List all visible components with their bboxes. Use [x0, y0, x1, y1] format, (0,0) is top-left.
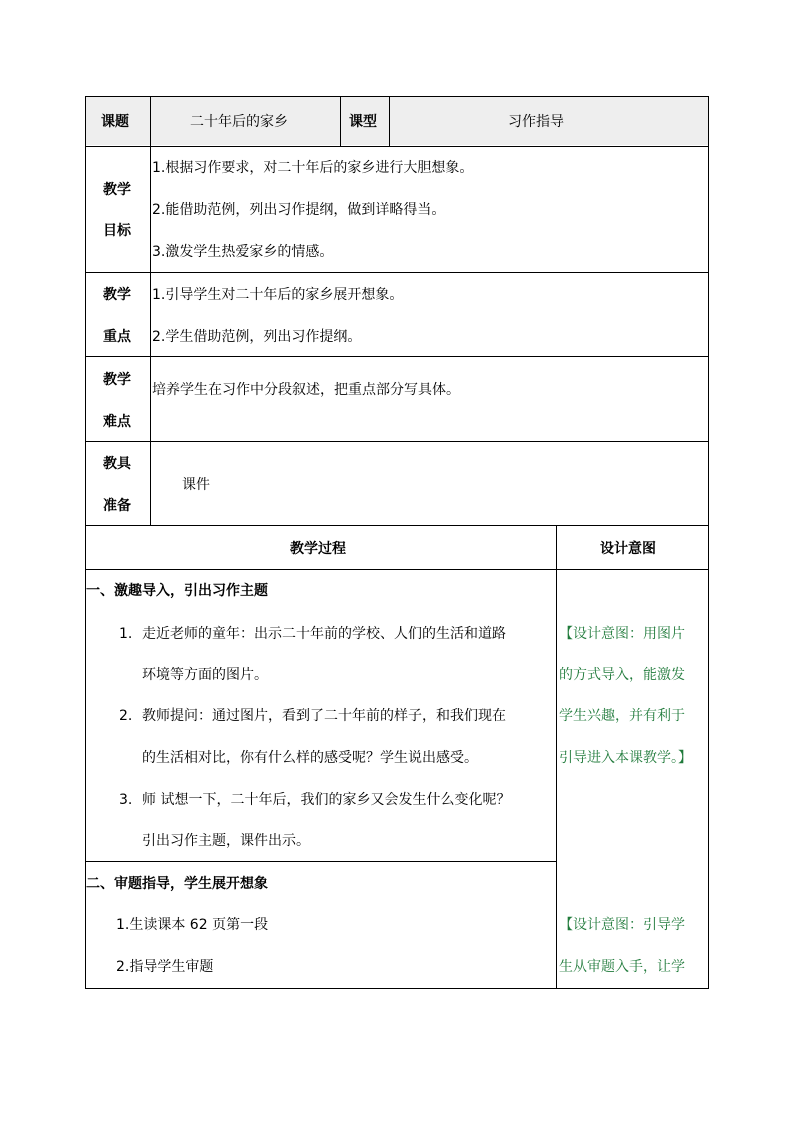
list-number: 1.: [119, 626, 133, 642]
table-border: [340, 96, 341, 146]
table-border: [85, 441, 709, 442]
key-points-label: 重点: [103, 329, 131, 345]
difficulties-label: 难点: [103, 414, 131, 430]
table-border: [85, 569, 709, 570]
table-border: [150, 96, 151, 526]
intent-header: 设计意图: [600, 541, 656, 557]
design-intent-text: 的方式导入，能激发: [559, 667, 685, 683]
goal-item: 2.能借助范例，列出习作提纲，做到详略得当。: [152, 202, 446, 218]
list-number: 2.: [119, 708, 133, 724]
table-border: [556, 525, 557, 989]
list-item-text: 教师提问：通过图片，看到了二十年前的样子，和我们现在: [142, 708, 506, 724]
list-item-text: 师 试想一下，二十年后，我们的家乡又会发生什么变化呢？: [142, 792, 511, 808]
list-item-text: 2.指导学生审题: [116, 959, 214, 975]
key-point-item: 2.学生借助范例，列出习作提纲。: [152, 329, 362, 345]
table-border: [708, 96, 709, 989]
tools-label: 教具: [103, 456, 131, 472]
tools-text: 课件: [182, 477, 210, 493]
topic-label: 课题: [101, 114, 129, 130]
tools-label: 准备: [103, 498, 131, 514]
topic-value: 二十年后的家乡: [190, 114, 288, 130]
key-point-item: 1.引导学生对二十年后的家乡展开想象。: [152, 287, 404, 303]
table-border: [85, 861, 557, 862]
section-title: 二、审题指导，学生展开想象: [86, 876, 268, 892]
difficulties-text: 培养学生在习作中分段叙述，把重点部分写具体。: [152, 382, 460, 398]
list-item-text: 走近老师的童年：出示二十年前的学校、人们的生活和道路: [142, 626, 506, 642]
goal-item: 3.激发学生热爱家乡的情感。: [152, 244, 334, 260]
key-points-label: 教学: [103, 287, 131, 303]
table-border: [85, 96, 86, 989]
design-intent-text: 【设计意图：用图片: [559, 626, 685, 642]
design-intent-text: 【设计意图：引导学: [559, 917, 685, 933]
design-intent-text: 生从审题入手，让学: [559, 959, 685, 975]
list-item-text: 的生活相对比，你有什么样的感受呢？学生说出感受。: [142, 750, 478, 766]
design-intent-text: 引导进入本课教学。】: [559, 750, 692, 766]
goals-label: 目标: [103, 223, 131, 239]
table-border: [85, 525, 709, 526]
table-border: [85, 272, 709, 273]
table-border: [85, 146, 709, 147]
list-number: 3.: [119, 792, 133, 808]
type-label: 课型: [349, 114, 377, 130]
table-border: [85, 988, 709, 989]
list-item-text: 1.生读课本 62 页第一段: [116, 917, 269, 933]
difficulties-label: 教学: [103, 372, 131, 388]
table-border: [85, 96, 709, 97]
header-row-shade: [86, 97, 708, 145]
process-header: 教学过程: [290, 541, 346, 557]
goals-label: 教学: [103, 182, 131, 198]
goal-item: 1.根据习作要求，对二十年后的家乡进行大胆想象。: [152, 160, 474, 176]
type-value: 习作指导: [508, 114, 564, 130]
table-border: [85, 356, 709, 357]
list-item-text: 引出习作主题，课件出示。: [142, 833, 310, 849]
table-border: [389, 96, 390, 146]
list-item-text: 环境等方面的图片。: [142, 667, 268, 683]
section-title: 一、激趣导入，引出习作主题: [86, 583, 268, 599]
design-intent-text: 学生兴趣，并有利于: [559, 708, 685, 724]
